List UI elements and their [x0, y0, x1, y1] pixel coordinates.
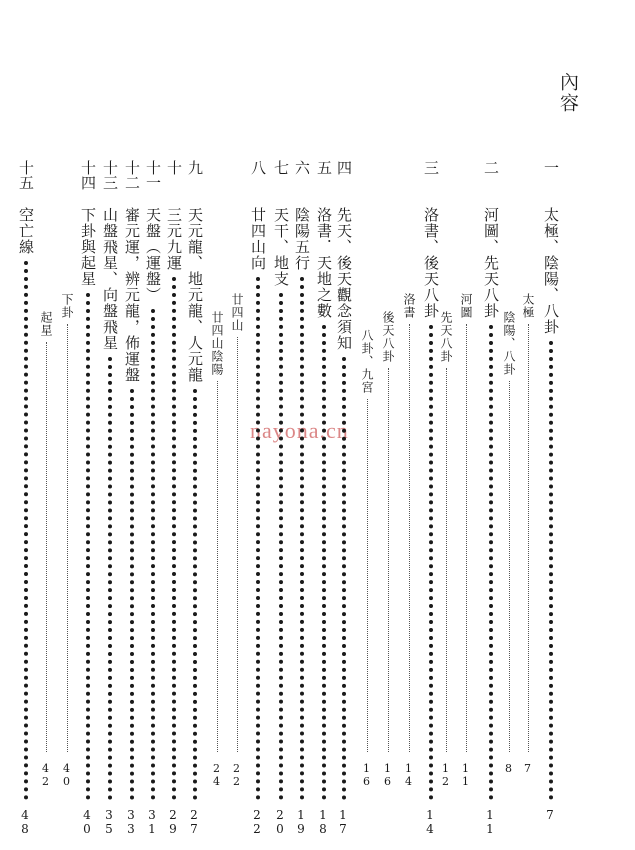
section-page-number: 20: [273, 808, 287, 836]
section-leader-dots: [151, 309, 155, 800]
section-page-number: 11: [483, 808, 497, 836]
subsection-title: 後天八卦: [381, 311, 395, 363]
section-title: 審元運，辨元龍，佈運盤: [123, 207, 141, 383]
subsection-title: 廿四山: [230, 293, 244, 332]
subsection-leader-dots: [67, 324, 68, 752]
section-leader-dots: [24, 261, 28, 800]
section-title: 空亡線: [17, 207, 35, 255]
subsection-title: 廿四山陰陽: [210, 311, 224, 376]
section-page-number: 35: [102, 808, 116, 836]
subsection-page-number: 22: [230, 762, 243, 788]
section-title: 天元龍、地元龍、人元龍: [186, 207, 204, 383]
section-page-number: 31: [145, 808, 159, 836]
section-title: 天干、地支: [272, 207, 290, 287]
section-leader-dots: [130, 389, 134, 800]
section-title: 山盤飛星、向盤飛星: [101, 207, 119, 351]
subsection-page-number: 7: [521, 762, 534, 775]
section-title: 洛書．天地之數: [315, 207, 333, 319]
subsection-leader-dots: [217, 381, 218, 752]
section-number: 七: [272, 160, 290, 175]
section-page-number: 40: [80, 808, 94, 836]
subsection-leader-dots: [237, 337, 238, 752]
section-leader-dots: [300, 277, 304, 800]
section-leader-dots: [549, 341, 553, 800]
section-title: 陰陽五行: [293, 207, 311, 271]
subsection-page-number: 42: [39, 762, 52, 788]
subsection-title: 洛書: [402, 293, 416, 319]
section-number: 八: [249, 160, 267, 175]
section-page-number: 17: [336, 808, 350, 836]
section-number: 十二: [123, 160, 141, 190]
section-title: 洛書、後天八卦: [422, 207, 440, 319]
section-leader-dots: [342, 357, 346, 800]
section-leader-dots: [108, 357, 112, 800]
section-title: 河圖、先天八卦: [482, 207, 500, 319]
subsection-leader-dots: [509, 381, 510, 752]
section-number: 十: [165, 160, 183, 175]
subsection-leader-dots: [388, 368, 389, 752]
section-number: 二: [482, 160, 500, 175]
subsection-page-number: 40: [60, 762, 73, 788]
subsection-leader-dots: [528, 324, 529, 752]
section-title: 廿四山向: [249, 207, 267, 271]
section-page-number: 22: [250, 808, 264, 836]
section-number: 十五: [17, 160, 35, 190]
section-number: 一: [542, 160, 560, 175]
page-heading: 內容: [557, 72, 579, 114]
subsection-page-number: 12: [439, 762, 452, 788]
subsection-title: 先天八卦: [439, 311, 453, 363]
section-number: 十三: [101, 160, 119, 190]
subsection-leader-dots: [367, 399, 368, 752]
subsection-title: 下卦: [60, 293, 74, 319]
subsection-leader-dots: [466, 324, 467, 752]
section-leader-dots: [256, 277, 260, 800]
watermark: nayona.cn: [250, 418, 349, 443]
section-leader-dots: [86, 293, 90, 800]
section-leader-dots: [489, 325, 493, 800]
section-number: 四: [335, 160, 353, 175]
subsection-leader-dots: [46, 342, 47, 752]
section-title: 太極、陰陽、八卦: [542, 207, 560, 335]
subsection-page-number: 8: [502, 762, 515, 775]
section-page-number: 27: [187, 808, 201, 836]
section-page-number: 48: [18, 808, 32, 836]
subsection-title: 起星: [39, 311, 53, 337]
subsection-page-number: 16: [360, 762, 373, 788]
section-title: 先天、後天觀念須知: [335, 207, 353, 351]
section-leader-dots: [279, 293, 283, 800]
subsection-title: 八卦、九宮: [360, 329, 374, 394]
subsection-title: 河圖: [459, 293, 473, 319]
section-number: 三: [422, 160, 440, 175]
section-leader-dots: [429, 325, 433, 800]
section-leader-dots: [172, 277, 176, 800]
section-number: 九: [186, 160, 204, 175]
subsection-leader-dots: [409, 324, 410, 752]
section-page-number: 29: [166, 808, 180, 836]
section-page-number: 7: [543, 808, 557, 822]
section-title: 三元九運: [165, 207, 183, 271]
section-leader-dots: [322, 325, 326, 800]
subsection-title: 太極: [521, 293, 535, 319]
subsection-leader-dots: [446, 368, 447, 752]
section-number: 十四: [79, 160, 97, 190]
section-page-number: 14: [423, 808, 437, 836]
section-number: 十一: [144, 160, 162, 190]
section-number: 六: [293, 160, 311, 175]
section-number: 五: [315, 160, 333, 175]
section-title: 天盤（運盤）: [144, 207, 162, 303]
section-title: 下卦與起星: [79, 207, 97, 287]
section-page-number: 33: [124, 808, 138, 836]
subsection-page-number: 14: [402, 762, 415, 788]
section-page-number: 19: [294, 808, 308, 836]
subsection-title: 陰陽、八卦: [502, 311, 516, 376]
section-leader-dots: [193, 389, 197, 800]
section-page-number: 18: [316, 808, 330, 836]
subsection-page-number: 24: [210, 762, 223, 788]
subsection-page-number: 11: [459, 762, 472, 788]
subsection-page-number: 16: [381, 762, 394, 788]
